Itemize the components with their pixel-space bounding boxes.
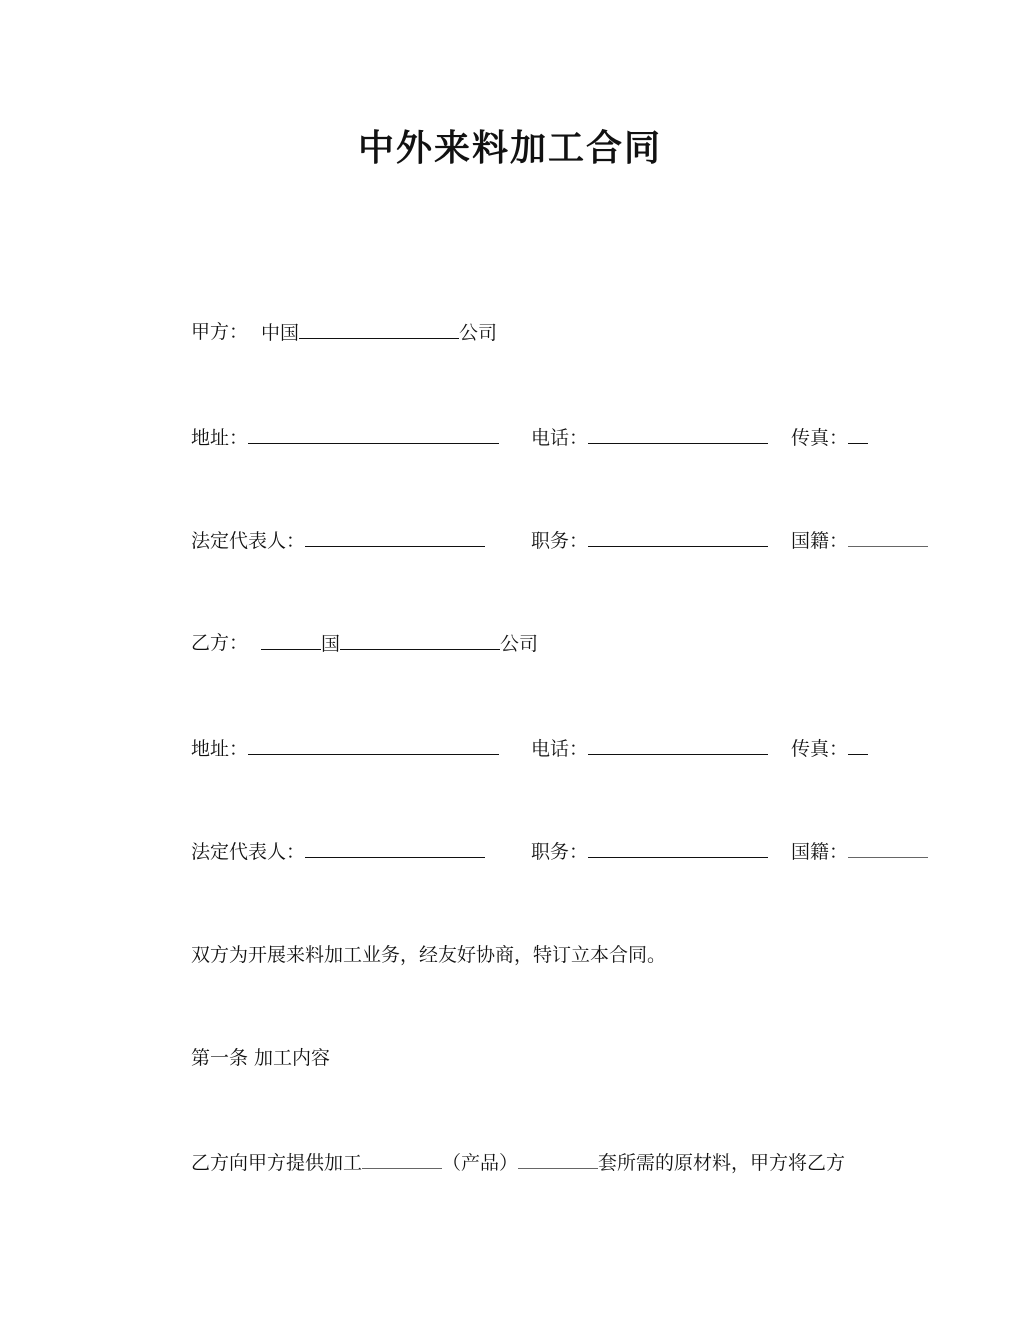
party-a-name-prefix: 中国 <box>261 322 300 344</box>
article-1-product-blank[interactable] <box>362 1150 442 1169</box>
party-b-rep-label: 法定代表人： <box>191 841 306 863</box>
party-b-rep-blank[interactable] <box>305 839 485 858</box>
party-a-position-label: 职务： <box>531 530 589 552</box>
party-b-phone-label: 电话： <box>531 738 589 760</box>
party-b-phone-blank[interactable] <box>588 736 768 755</box>
party-b-address-label: 地址： <box>191 738 249 760</box>
party-a-line <box>191 320 498 344</box>
party-b-line <box>191 631 539 655</box>
party-a-label: 甲方： <box>191 321 249 343</box>
party-a-rep-blank[interactable] <box>305 528 485 547</box>
party-b-position-blank[interactable] <box>588 839 768 858</box>
party-a-phone-label: 电话： <box>531 427 589 449</box>
party-a-address-blank[interactable] <box>248 425 499 444</box>
party-a-fax-label: 传真： <box>791 427 849 449</box>
party-b-position-label: 职务： <box>531 841 589 863</box>
party-b-fax-blank[interactable] <box>848 736 868 755</box>
party-b-name-blank[interactable] <box>340 631 500 650</box>
party-b-name-suffix: 公司 <box>500 633 539 655</box>
article-1-text-part1: 乙方向甲方提供加工 <box>191 1152 363 1174</box>
article-1-text-part3: 套所需的原材料，甲方将乙方 <box>598 1152 846 1174</box>
party-b-country-blank[interactable] <box>261 631 321 650</box>
party-a-fax-blank[interactable] <box>848 425 868 444</box>
party-a-name-blank[interactable] <box>299 320 459 339</box>
article-1-text <box>191 1150 845 1175</box>
party-b-nationality-label: 国籍： <box>791 841 849 863</box>
intro-paragraph: 双方为开展来料加工业务，经友好协商，特订立本合同。 <box>191 944 667 966</box>
party-a-rep-label: 法定代表人： <box>191 530 306 552</box>
party-b-label: 乙方： <box>191 632 249 654</box>
party-b-country-suffix: 国 <box>321 633 341 655</box>
party-b-address-blank[interactable] <box>248 736 499 755</box>
party-a-address-label: 地址： <box>191 427 249 449</box>
party-a-name-suffix: 公司 <box>459 322 498 344</box>
party-a-nationality-label: 国籍： <box>791 530 849 552</box>
party-b-nationality-blank[interactable] <box>848 839 928 858</box>
party-a-nationality-blank[interactable] <box>848 528 928 547</box>
article-1-heading: 第一条 加工内容 <box>191 1047 331 1069</box>
party-a-phone-blank[interactable] <box>588 425 768 444</box>
article-1-quantity-blank[interactable] <box>518 1150 598 1169</box>
party-a-position-blank[interactable] <box>588 528 768 547</box>
party-b-fax-label: 传真： <box>791 738 849 760</box>
article-1-text-part2: （产品） <box>442 1152 519 1174</box>
document-title: 中外来料加工合同 <box>357 128 662 169</box>
